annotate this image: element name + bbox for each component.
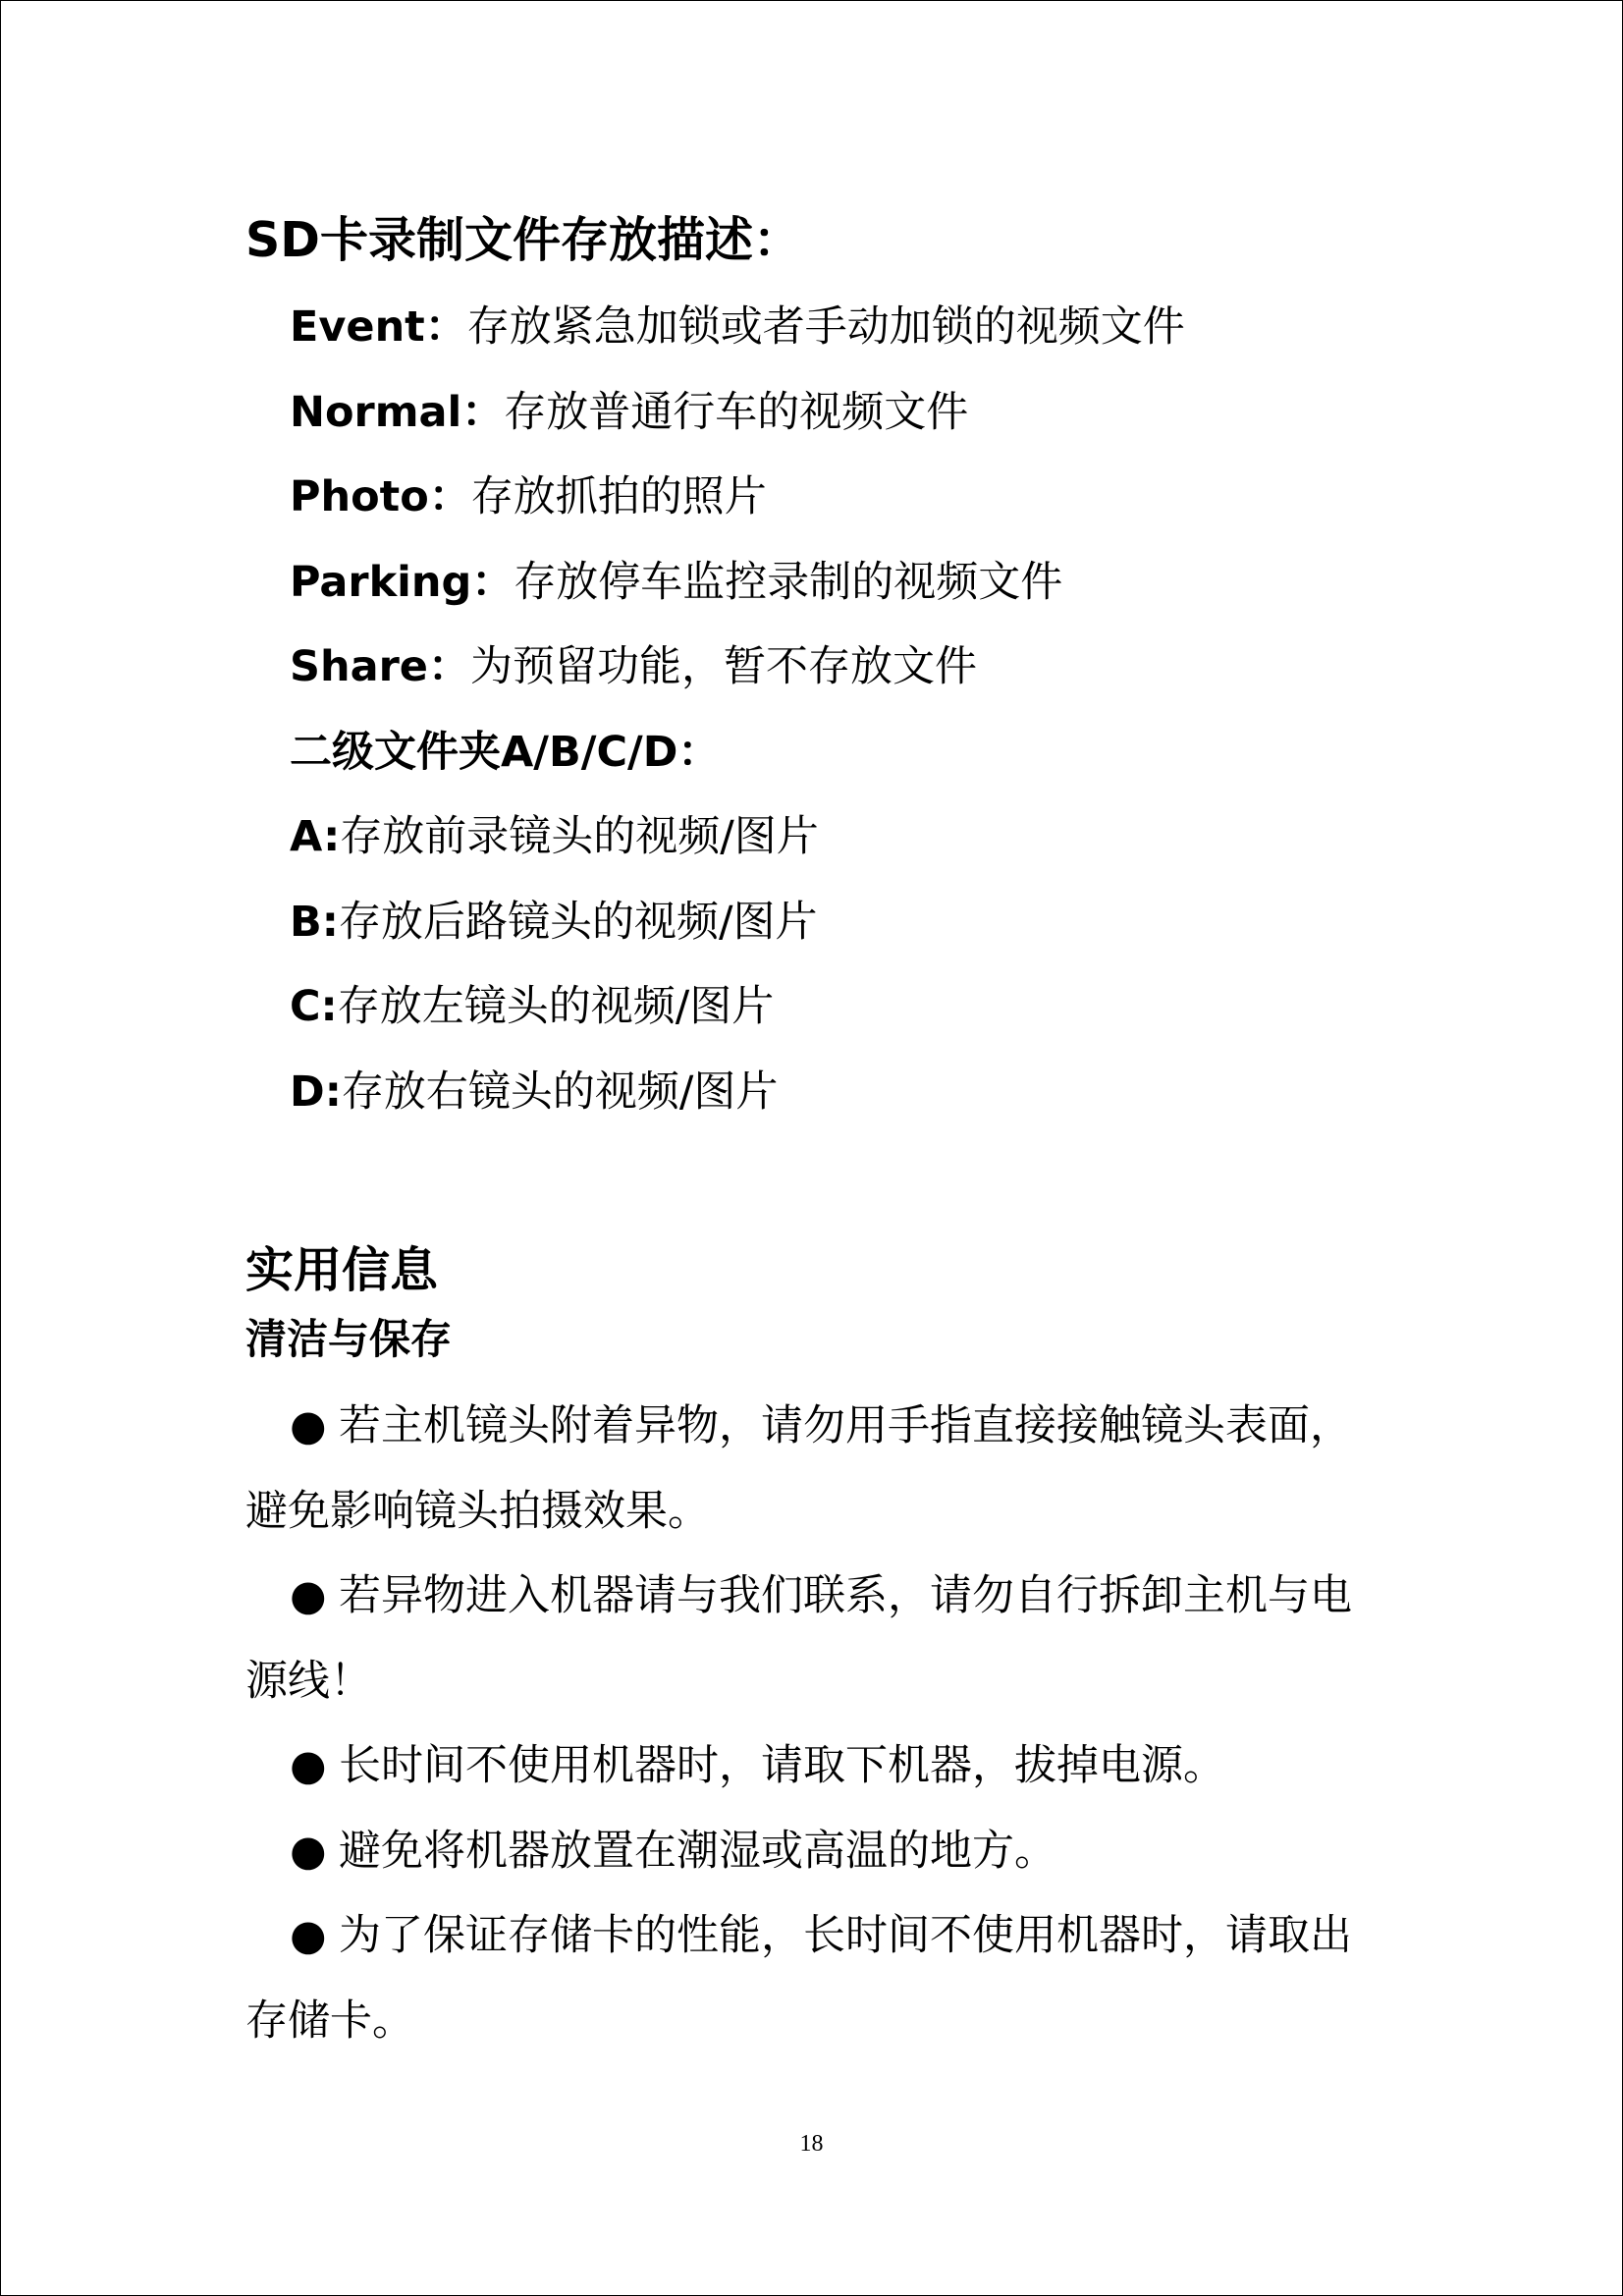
subfolder-text: 存放右镜头的视频/图片 [341, 1066, 779, 1117]
sd-section-title: SD卡录制文件存放描述： [245, 212, 801, 268]
bullet-text: 若主机镜头附着异物，请勿用手指直接接触镜头表面， [339, 1401, 1352, 1450]
folder-label: Parking： [290, 557, 514, 607]
subfolder-label: D: [290, 1066, 342, 1117]
bullet-item [245, 1554, 1384, 1723]
subfolder-title: 二级文件夹A/B/C/D： [290, 727, 721, 777]
folder-description-event [245, 285, 1384, 370]
page-content [245, 206, 1384, 2063]
bullet-item [245, 1384, 1384, 1554]
spacer [245, 1374, 1384, 1384]
subfolder-description-c [245, 964, 1384, 1050]
subfolder-text: 存放后路镜头的视频/图片 [338, 897, 818, 947]
subfolder-description-b [245, 880, 1384, 965]
folder-label: Event： [290, 302, 467, 352]
folder-label: Photo： [290, 472, 471, 521]
subfolder-label: A: [290, 812, 341, 861]
subfolder-text: 存放左镜头的视频/图片 [337, 982, 775, 1031]
folder-text: 存放普通行车的视频文件 [504, 387, 969, 437]
bullet-icon: ● [290, 1571, 327, 1620]
page-number: 18 [799, 2131, 824, 2157]
folder-text: 存放紧急加锁或者手动加锁的视频文件 [466, 302, 1185, 352]
bullet-item [245, 1809, 1384, 1894]
spacer [245, 1134, 1384, 1236]
subfolder-label: B: [290, 897, 339, 947]
subfolder-description-a [245, 794, 1384, 880]
bullet-item [245, 1893, 1384, 2063]
bullet-text-continued: 源线！ [245, 1656, 372, 1706]
folder-label: Normal： [290, 387, 505, 437]
bullet-text: 避免将机器放置在潮湿或高温的地方。 [339, 1826, 1056, 1876]
bullet-icon: ● [290, 1401, 327, 1450]
folder-text: 存放抓拍的照片 [470, 472, 767, 521]
folder-description-photo [245, 455, 1384, 540]
bullet-text: 长时间不使用机器时，请取下机器，拔掉电源。 [339, 1741, 1225, 1790]
info-section-title: 实用信息 [245, 1242, 439, 1298]
subfolder-text: 存放前录镜头的视频/图片 [340, 812, 819, 861]
folder-text: 存放停车监控录制的视频文件 [514, 557, 1063, 607]
folder-label: Share： [290, 642, 470, 691]
bullet-text: 为了保证存储卡的性能，长时间不使用机器时，请取出 [339, 1911, 1352, 1960]
folder-description-share [245, 625, 1384, 710]
subfolder-label: C: [290, 982, 338, 1031]
bullet-icon: ● [290, 1911, 327, 1960]
bullet-text: 若异物进入机器请与我们联系，请勿自行拆卸主机与电 [339, 1571, 1352, 1620]
folder-description-parking [245, 540, 1384, 626]
subfolder-description-d [245, 1050, 1384, 1135]
bullet-text-continued: 存储卡。 [245, 1995, 414, 2046]
bullet-icon: ● [290, 1826, 327, 1876]
spacer [245, 275, 1384, 285]
folder-description-normal [245, 370, 1384, 456]
bullet-item [245, 1723, 1384, 1809]
bullet-icon: ● [290, 1741, 327, 1790]
cleaning-storage-subtitle: 清洁与保存 [245, 1315, 453, 1363]
folder-text: 为预留功能，暂不存放文件 [469, 642, 977, 691]
bullet-text-continued: 避免影响镜头拍摄效果。 [245, 1486, 710, 1536]
